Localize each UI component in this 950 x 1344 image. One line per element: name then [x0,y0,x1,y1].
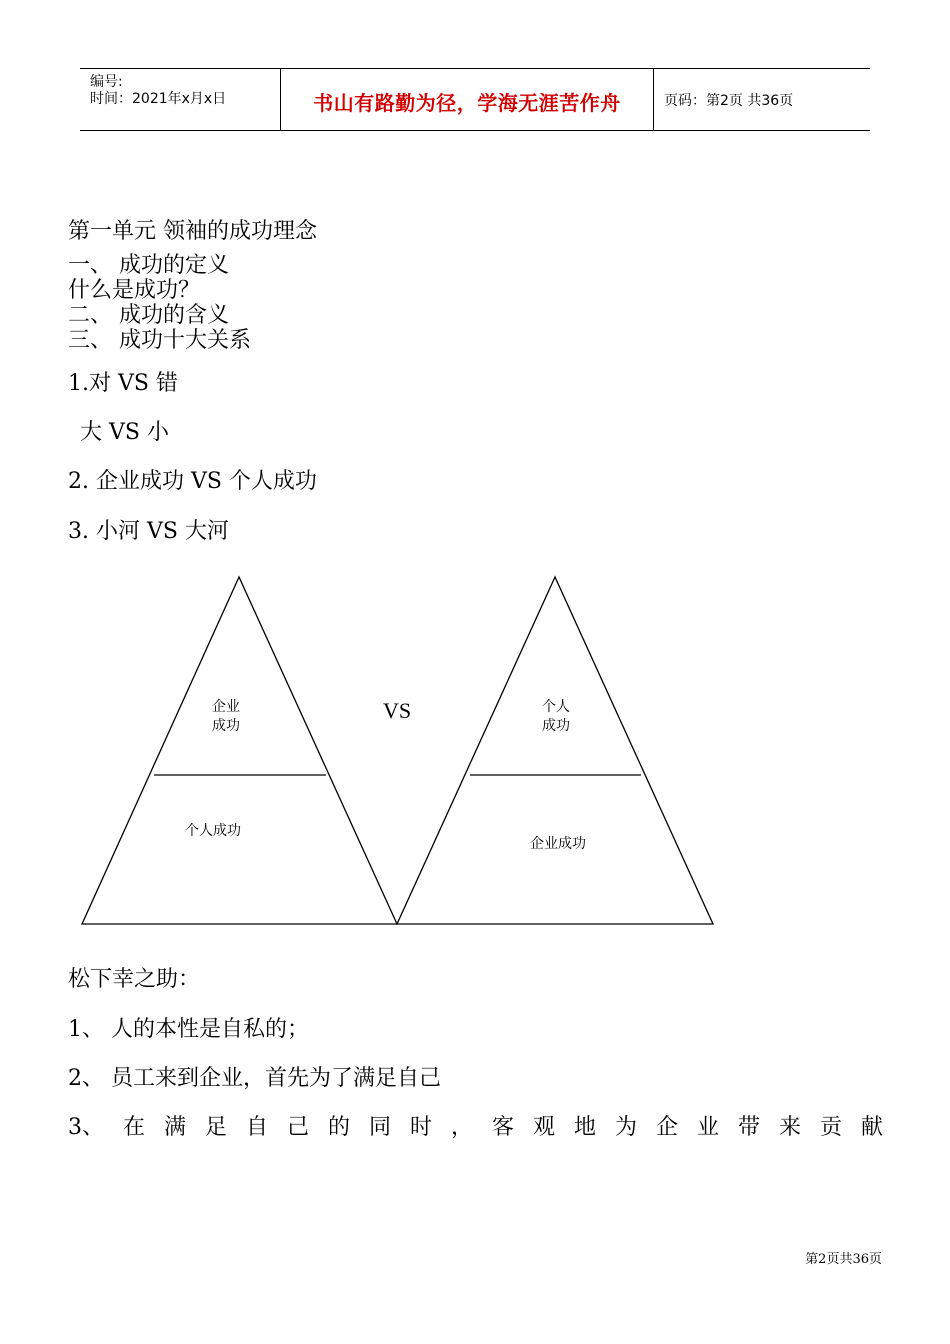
point-3-char: 己 [286,1115,309,1140]
question-text: 什么是成功？ [68,278,201,303]
left-bottom-label: 个人成功 [185,823,241,839]
left-top-line2: 成功 [212,718,240,734]
point-3-char: 时 [409,1115,432,1140]
point-3-char: 在 [122,1115,145,1140]
right-top-line1: 个人 [542,699,570,715]
left-triangle [82,577,397,924]
relation-1b: 大 VS 小 [80,420,169,445]
point-3-char: 同 [368,1115,391,1140]
section-2-heading: 二、 成功的含义 [68,303,229,328]
right-top-line2: 成功 [542,718,570,734]
point-3-char: ， [450,1115,473,1140]
relation-3: 3. 小河 VS 大河 [68,519,229,544]
relation-2: 2. 企业成功 VS 个人成功 [68,469,317,494]
left-top-line1: 企业 [212,699,240,715]
page-footer: 第2页共36页 [805,1252,882,1267]
relation-1: 1.对 VS 错 [68,371,178,396]
point-3-char: 自 [245,1115,268,1140]
header-motto-cell [281,69,654,130]
point-3-char: 观 [532,1115,555,1140]
vs-label: VS [382,698,412,723]
point-3-char: 足 [204,1115,227,1140]
point-3-char: 业 [696,1115,719,1140]
triangle-diagram [0,560,950,940]
point-3-char: 贡 [819,1115,842,1140]
point-3-char: 企 [655,1115,678,1140]
section-1-heading: 一、 成功的定义 [68,253,229,278]
section-3-heading: 三、 成功十大关系 [68,328,251,353]
point-2: 2、 员工来到企业，首先为了满足自己 [68,1066,441,1091]
point-3-char: 地 [573,1115,596,1140]
right-bottom-label: 企业成功 [530,836,586,852]
time-label: 时间：2021年x月x日 [90,91,227,107]
point-3-char: 来 [778,1115,801,1140]
header-meta [80,69,281,130]
point-3-char: 客 [491,1115,514,1140]
header-motto: 书山有路勤为径，学海无涯苦作舟 [313,91,621,115]
point-3-char: 的 [327,1115,350,1140]
point-3-char: 带 [737,1115,760,1140]
header-page-info: 页码：第2页 共36页 [664,93,794,109]
serial-label: 编号: [90,74,123,90]
header-page-cell [654,69,870,130]
unit-title: 第一单元 领袖的成功理念 [68,219,317,244]
point-3-char: 3、 [68,1115,104,1140]
point-3-char: 为 [614,1115,637,1140]
page-header [80,68,870,131]
right-triangle [397,577,713,924]
quote-title: 松下幸之助： [68,967,201,992]
point-3-char: 献 [860,1115,883,1140]
point-3-char: 满 [163,1115,186,1140]
point-1: 1、 人的本性是自私的； [68,1017,309,1042]
point-3 [68,1110,883,1141]
